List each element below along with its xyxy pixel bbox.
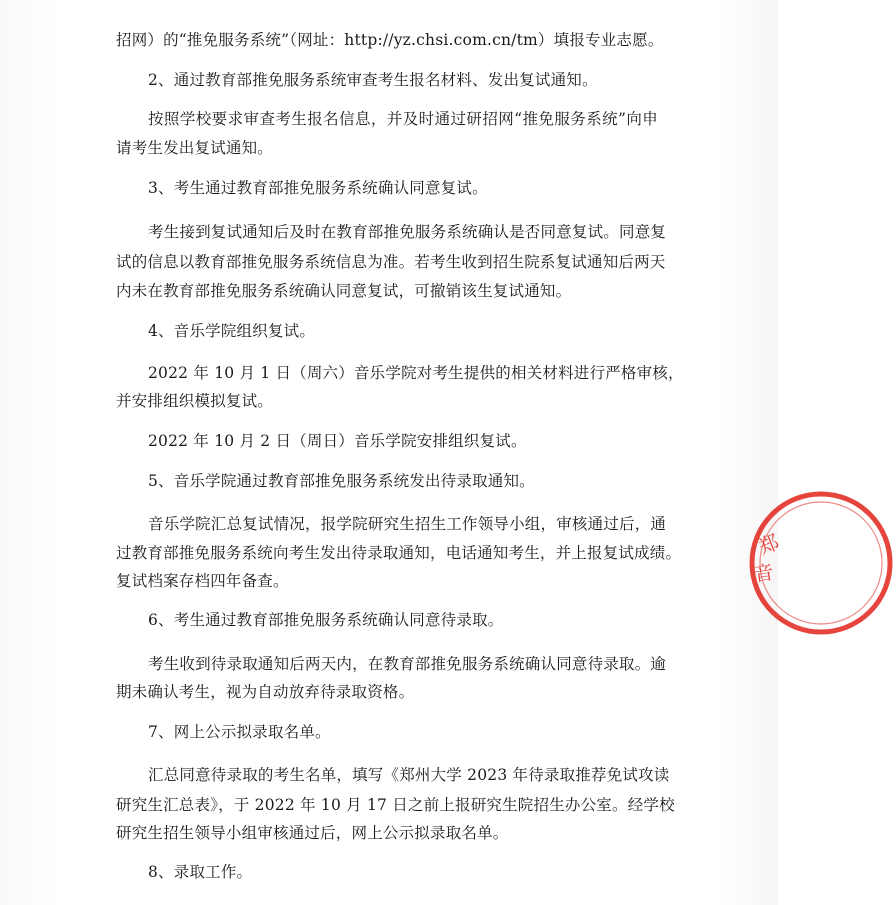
text-line-1: 招网）的“推免服务系统”（网址：http://yz.chsi.com.cn/tm）填报专业志愿。 (116, 31, 664, 49)
text-line-14: 音乐学院汇总复试情况，报学院研究生招生工作领导小组，审核通过后，通 (148, 515, 667, 533)
official-seal-stamp (746, 488, 896, 638)
section-heading-3: 3、考生通过教育部推免服务系统确认同意复试。 (148, 179, 488, 197)
text-line-4: 请考生发出复试通知。 (116, 139, 274, 157)
text-line-23: 研究生招生领导小组审核通过后，网上公示拟录取名单。 (116, 824, 509, 842)
text-line-3: 按照学校要求审查考生报名信息，并及时通过研招网“推免服务系统”向申 (148, 110, 658, 128)
section-heading-5: 5、音乐学院通过教育部推免服务系统发出待录取通知。 (148, 472, 535, 490)
text-line-15: 过教育部推免服务系统向考生发出待录取通知，电话通知考生，并上报复试成绩。 (116, 544, 682, 562)
section-heading-8: 8、录取工作。 (148, 863, 253, 881)
seal-char-2: 音 (752, 559, 776, 587)
text-line-21: 汇总同意待录取的考生名单，填写《郑州大学 2023 年待录取推荐免试攻读 (148, 766, 670, 784)
text-line-8: 内未在教育部推免服务系统确认同意复试，可撤销该生复试通知。 (116, 282, 572, 300)
section-heading-7: 7、网上公示拟录取名单。 (148, 723, 331, 741)
seal-char-1: 郑 (754, 529, 783, 560)
text-line-16: 复试档案存档四年备查。 (116, 572, 289, 590)
section-heading-6: 6、考生通过教育部推免服务系统确认同意待录取。 (148, 611, 504, 629)
text-line-18: 考生收到待录取通知后两天内，在教育部推免服务系统确认同意待录取。逾 (148, 655, 667, 673)
section-heading-4: 4、音乐学院组织复试。 (148, 322, 316, 340)
text-line-11: 并安排组织模拟复试。 (116, 392, 274, 410)
text-line-12: 2022 年 10 月 2 日（周日）音乐学院安排组织复试。 (148, 432, 527, 450)
text-line-10: 2022 年 10 月 1 日（周六）音乐学院对考生提供的相关材料进行严格审核， (148, 364, 684, 382)
text-line-7: 试的信息以教育部推免服务系统信息为准。若考生收到招生院系复试通知后两天 (116, 253, 666, 271)
text-line-22: 研究生汇总表》，于 2022 年 10 月 17 日之前上报研究生院招生办公室。经学校 (116, 796, 675, 814)
text-line-19: 期未确认考生，视为自动放弃待录取资格。 (116, 683, 415, 701)
section-heading-2: 2、通过教育部推免服务系统审查考生报名材料、发出复试通知。 (148, 71, 598, 89)
text-line-6: 考生接到复试通知后及时在教育部推免服务系统确认是否同意复试。同意复 (148, 223, 667, 241)
